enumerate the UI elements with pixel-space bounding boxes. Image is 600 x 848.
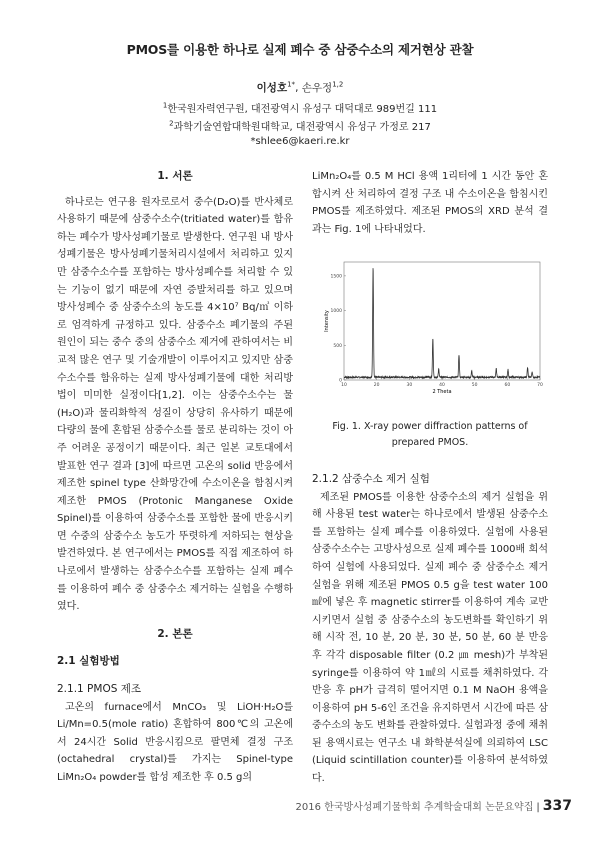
y-axis-label: Intensity: [324, 310, 330, 333]
x-axis-label: 2 Theta: [432, 389, 452, 396]
author-2: 손우정: [301, 82, 333, 94]
figure-caption-line-2: prepared PMOS.: [391, 436, 469, 448]
author-separator: ,: [295, 82, 302, 94]
x-tick-label: 50: [471, 383, 478, 389]
paper-title: PMOS를 이용한 하나로 실제 폐수 중 삼중수소의 제거현상 관찰: [126, 42, 474, 57]
xrd-figure: [312, 256, 548, 406]
figure-caption-line-1: Fig. 1. X-ray power diffraction patterns of: [332, 420, 528, 432]
section-1-title: 1. 서론: [157, 170, 193, 182]
author-1: 이성호: [256, 82, 288, 94]
x-tick-label: 20: [373, 383, 380, 389]
y-tick-label: 1500: [330, 274, 342, 280]
affil-2-text: 과학기술연합대학원대학교, 대전광역시 유성구 가정로 217: [173, 122, 431, 133]
author-line: [0, 80, 600, 95]
affil-1-sup: 1: [162, 101, 168, 110]
x-tick-label: 70: [537, 383, 543, 389]
author-2-sup: 1,2: [332, 80, 344, 89]
section-2-1-2-title: 2.1.2 삼중수소 제거 실험: [312, 472, 430, 485]
section-1-body: 하나로는 연구용 원자로로서 중수(D₂O)를 반사체로 사용하기 때문에 삼중수소수(tritiated water)를 함유하는 폐수가 방사성폐기물로 발생한다. 연구원 내 방사성폐기물은 방사성폐기물처리시설에서 처리하고 있지만 삼중수소수를 포함하는 방사성폐수를 처리할 수 있는 기능이 없기 때문에 자연 증발처리를 하고 있으며 방사성폐수 중 삼중수소의 농도를 4×10⁷ Bq/㎥ 이하로 엄격하게 규정하고 있다. 삼중수소 폐기물의 주된 원인이 되는 중수 중의 삼중수소 제거에 관하여서는 비교적 많은 연구 및 기술개발이 이루어지고 있지만 삼중수소수를 함유하는 실제 방사성폐기물에 대한 처리방법이 미미한 실정이다[1,2]. 이는 삼중수소수는 물(H₂O)과 물리화학적 성질이 상당히 유사하기 때문에 다량의 물에 혼합된 삼중수소를 물로 분리하는 것이 아주 어려운 공정이기 때문이다. 최근 일본 교토대에서 발표한 연구 결과 [3]에 따르면 고온의 solid 반응에서 제조한 spinel type 산화망간에 수소이온을 함침시켜 제조한 PMOS (Protonic Manganese Oxide Spinel)를 이용하여 삼중수소를 포함한 물에 반응시키면 수중의 삼중수소 농도가 뚜렷하게 저하되는 현상을 발견하였다. 본 연구에서는 PMOS를 직접 제조하여 하나로에서 발생하는 삼중수소수를 포함하는 실제 폐수를 이용하여 폐수 중 삼중수소 제거하는 실험을 수행하였다.: [57, 196, 293, 613]
section-2-1-1-title: 2.1.1 PMOS 제조: [57, 683, 141, 696]
left-column: [57, 168, 293, 787]
author-1-sup: 1*: [287, 80, 296, 89]
x-tick-label: 60: [504, 383, 511, 389]
affiliation-2: [0, 118, 600, 133]
y-tick-label: 500: [333, 344, 342, 350]
section-2-1-title: 2.1 실험방법: [57, 655, 120, 668]
affil-2-sup: 2: [169, 119, 174, 128]
footer-conference: 2016 한국방사성폐기물학회 추계학술대회 논문요약집: [295, 802, 534, 813]
page-number: 337: [542, 798, 572, 814]
footer-separator: |: [536, 802, 540, 813]
x-tick-label: 10: [341, 383, 347, 389]
section-2-title: 2. 본론: [157, 627, 193, 640]
affil-1-text: 한국원자력연구원, 대전광역시 유성구 대덕대로 989번길 111: [167, 104, 438, 115]
y-tick-label: 0: [339, 378, 342, 384]
xrd-trace: [344, 269, 540, 379]
right-paragraph-1: LiMn₂O₄를 0.5 M HCl 용액 1리터에 1 시간 동안 혼합시켜 산 처리하여 결정 구조 내 수소이온을 함침시킨 PMOS를 제조하였다. 제조된 PMOS의 XRD 분석 결과는 Fig. 1에 나타내었다.: [312, 171, 548, 235]
email: *shlee6@kaeri.re.kr: [250, 136, 350, 147]
x-tick-label: 40: [439, 383, 445, 389]
page-footer: [296, 798, 572, 814]
y-tick-label: 1000: [330, 309, 342, 315]
x-tick-label: 30: [406, 383, 413, 389]
section-2-1-1-body: 고온의 furnace에서 MnCO₃ 및 LiOH·H₂O를 Li/Mn=0.5(mole ratio) 혼합하여 800℃의 고온에서 24시간 Solid 반응시킴으로 팔면체 결정 구조 (octahedral crystal)를 가지는 Spinel-type LiMn₂O₄ powder를 합성 제조한 후 0.5 g의: [57, 701, 293, 783]
section-2-1-2-body: 제조된 PMOS를 이용한 삼중수소의 제거 실험을 위해 사용된 test water는 하나로에서 발생된 삼중수소를 포함하는 실제 폐수를 이용하였다. 실험에 사용된 삼중수소수는 고방사성으로 실제 폐수를 1000배 희석하여 실험에 사용되었다. 실제 폐수 중 삼중수소 제거 실험을 위해 제조된 PMOS 0.5 g을 test water 100 ㎖에 넣은 후 magnetic stirrer를 이용하여 계속 교반시키면서 실험 중 삼중수소의 농도변화를 확인하기 위해 시작 전, 10 분, 20 분, 30 분, 50 분, 60 분 반응 후 각각 disposable filter (0.2 ㎛ mesh)가 부착된 syringe를 이용하여 약 1㎖의 시료를 채취하였다. 각 반응 후 pH가 급격히 떨어지면 0.1 M NaOH 용액을 이용하여 pH 5-6인 조건을 유지하면서 시간에 따른 삼중수소의 농도 변화를 관찰하였다. 실험과정 중에 채취된 용액시료는 연구소 내 화학분석실에 의뢰하여 LSC (Liquid scintillation counter)를 이용하여 분석하였다.: [312, 491, 548, 785]
right-column: [312, 168, 548, 788]
affiliation-1: [0, 100, 600, 115]
